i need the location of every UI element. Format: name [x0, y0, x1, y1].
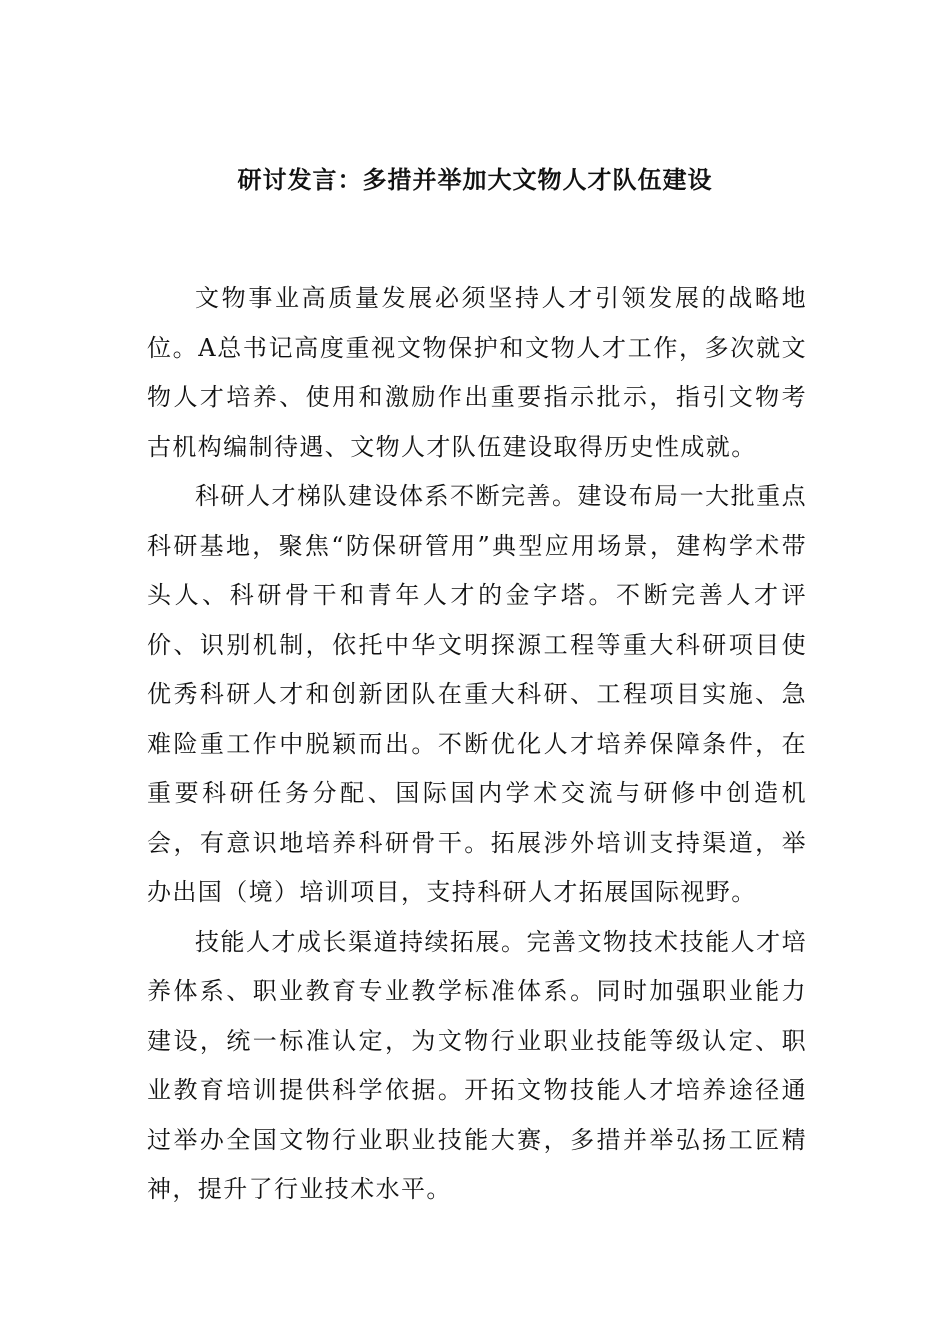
paragraph-intro: 文物事业高质量发展必须坚持人才引领发展的战略地位。A总书记高度重视文物保护和文物人才工作，多次就文物人才培养、使用和激励作出重要指示批示，指引文物考古机构编制待遇、文物人才队伍建设取得历史性成就。: [147, 284, 807, 461]
document-body: [147, 274, 807, 1215]
paragraph-skilled-talent: 技能人才成长渠道持续拓展。完善文物技术技能人才培养体系、职业教育专业教学标准体系。同时加强职业能力建设，统一标准认定，为文物行业职业技能等级认定、职业教育培训提供科学依据。开拓文物技能人才培养途径通过举办全国文物行业职业技能大赛，多措并举弘扬工匠精神，提升了行业技术水平。: [147, 927, 807, 1203]
document-title: 研讨发言：多措并举加大文物人才队伍建设: [237, 165, 713, 194]
paragraph-research-talent: 科研人才梯队建设体系不断完善。建设布局一大批重点科研基地，聚焦“防保研管用”典型应用场景，建构学术带头人、科研骨干和青年人才的金字塔。不断完善人才评价、识别机制，依托中华文明探源工程等重大科研项目使优秀科研人才和创新团队在重大科研、工程项目实施、急难险重工作中脱颖而出。不断优化人才培养保障条件，在重要科研任务分配、国际国内学术交流与研修中创造机会，有意识地培养科研骨干。拓展涉外培训支持渠道，举办出国（境）培训项目，支持科研人才拓展国际视野。: [147, 482, 807, 906]
